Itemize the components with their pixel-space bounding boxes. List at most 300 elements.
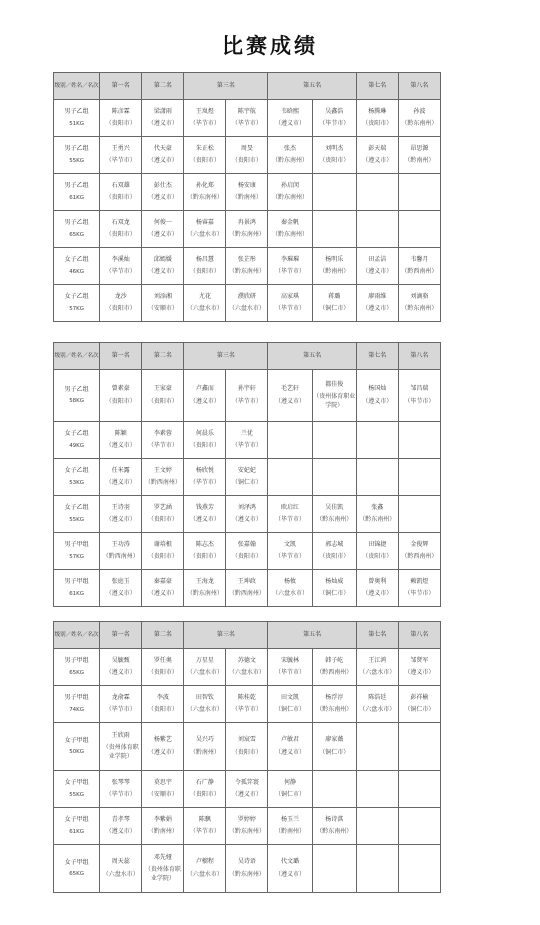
result-cell [268,723,312,771]
result-cell [142,248,184,285]
result-cell [184,570,226,607]
athlete-name: 田智钦 [195,693,214,701]
athlete-region: （六盘水市） [228,305,265,312]
athlete-name: 曾奥利 [368,577,387,585]
athlete-name: 邹贤军 [410,656,429,664]
division-label [54,248,100,285]
athlete-name: 张杰 [284,144,297,152]
result-cell [356,533,398,570]
result-cell [226,100,268,137]
athlete-region: （安顺市） [147,305,178,312]
result-cell [142,174,184,211]
result-cell [100,285,142,322]
result-cell [226,496,268,533]
result-cell [184,459,226,496]
result-cell [312,211,356,248]
result-cell [100,137,142,174]
athlete-region: （贵阳市） [105,120,136,127]
athlete-name: 刘滴骆 [410,292,429,300]
athlete-name: 陈桂乾 [237,693,256,701]
result-cell [184,723,226,771]
division-name: 男子甲组 [64,578,89,585]
athlete-name: 陈飘 [198,815,211,823]
weight-class: 65KG [69,669,85,676]
athlete-region: （毕节市） [189,479,220,486]
athlete-region: （铜仁市） [231,479,262,486]
athlete-region: （黔东南州） [186,194,223,201]
athlete-region: （贵阳市） [147,516,178,523]
result-cell [398,285,440,322]
result-cell [398,686,440,723]
athlete-name: 石双龙 [111,218,130,226]
table-row [54,370,483,422]
athlete-name: 李紫娟 [153,815,172,823]
athlete-region: （贵阳市） [231,553,262,560]
result-cell [312,248,356,285]
athlete-name: 张鑫 [371,503,384,511]
header-rank: 第二名 [142,73,184,100]
athlete-region: （毕节市） [275,268,306,275]
result-cell [398,100,440,137]
result-cell [398,248,440,285]
table-row [54,285,483,322]
result-cell [184,771,226,808]
athlete-name: 刘明杰 [325,144,344,152]
athlete-region: （贵阳市） [147,706,178,713]
athlete-region: （贵阳市） [105,194,136,201]
athlete-region: （毕节市） [189,828,220,835]
athlete-region: （毕节市） [189,120,220,127]
athlete-name: 王文婷 [153,466,172,474]
result-cell [142,459,184,496]
athlete-name: 卢敏君 [281,736,300,743]
athlete-name: 邱嫣媛 [153,255,172,263]
athlete-name: 罗艺涵 [153,503,172,511]
athlete-region: （六盘水市） [186,305,223,312]
result-cell [398,533,440,570]
athlete-name: 宋毓林 [281,656,300,664]
result-cell [312,723,356,771]
result-cell [226,649,268,686]
result-cell [356,370,398,422]
result-cell [398,771,440,808]
table-row [54,686,483,723]
result-cell [268,174,312,211]
athlete-name: 濮欣研 [237,292,256,300]
athlete-name: 张琴琴 [111,778,130,786]
athlete-region: （贵州体育职业学院） [144,866,181,882]
athlete-region: （贵阳市） [105,305,136,312]
athlete-region: （遵义市） [105,479,136,486]
result-cell [398,422,440,459]
athlete-region: （遵义市） [105,590,136,597]
table-row [54,808,483,845]
result-cell [312,459,356,496]
athlete-name: 昂思源 [410,144,429,152]
result-cell [312,845,356,893]
athlete-region: （铜仁市） [319,748,350,756]
header-category: 级别／姓名／名次 [54,343,100,370]
header-rank: 第五名 [268,622,356,649]
athlete-region: （遵义市） [105,516,136,523]
athlete-region: （贵阳市） [189,553,220,560]
table-row [54,845,483,893]
result-cell [226,845,268,893]
result-cell [356,771,398,808]
athlete-name: 王勇兴 [111,144,130,152]
result-cell [226,137,268,174]
athlete-region: （毕节市） [105,157,136,164]
result-cell [142,496,184,533]
athlete-region: （六盘水市） [186,706,223,713]
result-cell [356,422,398,459]
athlete-name: 蒋璐 [328,292,341,300]
athlete-name: 郭志城 [325,540,344,548]
athlete-region: （遵义市） [189,516,220,523]
results-table-1 [53,72,483,322]
result-cell [100,496,142,533]
header-rank: 第八名 [398,622,440,649]
result-cell [100,771,142,808]
table-row [54,649,483,686]
header-rank: 第一名 [100,343,142,370]
athlete-region: （黔西南州） [228,590,265,597]
result-cell [100,174,142,211]
result-cell [268,459,312,496]
result-cell [184,174,226,211]
result-cell [268,771,312,808]
result-cell [226,174,268,211]
athlete-region: （贵阳市） [105,231,136,238]
result-cell [268,570,312,607]
result-cell [356,570,398,607]
athlete-region: （贵阳市） [362,553,393,560]
athlete-region: （黔南州） [189,748,220,756]
athlete-region: （毕节市） [275,516,306,523]
results-table-2 [53,342,483,607]
athlete-region: （遵义市） [147,268,178,275]
athlete-name: 吴鑫浩 [325,107,344,115]
athlete-region: （遵义市） [147,590,178,597]
athlete-name: 青孝琴 [111,815,130,823]
athlete-region: （黔东南州） [186,590,223,597]
athlete-name: 龙沙 [114,292,127,300]
table-row [54,137,483,174]
athlete-region: （黔东南州） [359,516,396,523]
athlete-region: （遵义市） [231,516,262,523]
header-rank: 第八名 [398,343,440,370]
athlete-region: （贵阳市） [231,748,262,756]
weight-class: 46KG [69,268,85,275]
division-name: 女子乙组 [64,430,89,437]
athlete-name: 秦嘉豪 [153,577,172,585]
athlete-region: （铜仁市） [275,791,306,798]
athlete-name: 杨浮淳 [325,693,344,701]
division-label [54,422,100,459]
athlete-name: 龙俞霖 [111,693,130,701]
result-cell [142,686,184,723]
athlete-region: （贵阳市） [319,553,350,560]
result-cell [356,174,398,211]
athlete-name: 何静 [284,778,297,786]
result-cell [312,771,356,808]
division-name: 男子甲组 [64,657,89,664]
header-rank: 第七名 [356,622,398,649]
athlete-region: （黔东南州） [316,706,353,713]
result-cell [356,686,398,723]
division-label [54,459,100,496]
result-cell [142,100,184,137]
athlete-name: 廖雨维 [368,292,387,300]
athlete-name: 代文璐 [281,858,300,865]
athlete-name: 杨腾琳 [368,107,387,115]
athlete-region: （铜仁市） [275,706,306,713]
header-rank: 第八名 [398,73,440,100]
athlete-region: （遵义市） [275,120,306,127]
division-label [54,285,100,322]
athlete-name: 田文凯 [281,693,300,701]
header-rank: 第二名 [142,622,184,649]
result-cell [268,137,312,174]
athlete-name: 安妃妃 [237,466,256,474]
result-cell [100,808,142,845]
table-row [54,174,483,211]
header-rank: 第七名 [356,73,398,100]
athlete-region: （贵阳市） [189,268,220,275]
weight-class: 61KG [69,590,85,597]
athlete-region: （黔西南州） [316,669,353,676]
athlete-name: 韩子屹 [325,656,344,664]
athlete-name: 金俊辉 [410,540,429,548]
division-name: 女子甲组 [64,736,89,744]
athlete-region: （毕节市） [275,669,306,676]
result-cell [184,686,226,723]
athlete-name: 彭天瑞 [368,144,387,152]
result-cell [268,845,312,893]
athlete-region: （遵义市） [147,120,178,127]
athlete-name: 何俊一 [153,218,172,226]
athlete-region: （黔东南州） [228,268,265,275]
result-cell [226,533,268,570]
division-label [54,174,100,211]
page-title: 比赛成绩 [222,34,318,58]
athlete-name: 罗婷婷 [237,815,256,823]
division-label [54,570,100,607]
athlete-name: 王欣雨 [111,731,130,739]
athlete-region: （黔西南州） [401,553,438,560]
athlete-region: （黔东南州） [401,305,438,312]
result-cell [312,174,356,211]
division-name: 男子乙组 [64,385,89,393]
athlete-region: （毕节市） [105,706,136,713]
division-label [54,845,100,893]
result-cell [226,459,268,496]
result-cell [356,100,398,137]
athlete-name: 吴诗语 [237,858,256,865]
athlete-region: （毕节市） [231,442,262,449]
athlete-region: （遵义市） [105,828,136,835]
athlete-region: （遵义市） [404,669,435,676]
result-cell [184,248,226,285]
result-cell [268,808,312,845]
result-cell [142,649,184,686]
athlete-name: 莫思宇 [153,778,172,786]
division-name: 女子乙组 [64,256,89,263]
athlete-name: 李素蓉 [153,429,172,437]
athlete-name: 韦馨月 [410,255,429,263]
header-rank: 第三名 [184,622,268,649]
weight-class: 50KG [69,749,85,755]
result-cell [100,845,142,893]
athlete-region: （遵义市） [189,397,220,405]
athlete-region: （贵阳市） [147,397,178,405]
division-label [54,137,100,174]
athlete-region: （毕节市） [231,706,262,713]
athlete-region: （六盘水市） [186,231,223,238]
athlete-name: 李璀璀 [281,255,300,263]
weight-class: 57KG [69,305,85,312]
weight-class: 74KG [69,706,85,713]
athlete-region: （遵义市） [362,590,393,597]
athlete-name: 田锦捷 [368,540,387,548]
athlete-region: （毕节市） [275,305,306,312]
division-name: 男子乙组 [64,182,89,189]
athlete-name: 令孤笄寰 [234,778,259,786]
weight-class: 55KG [69,791,85,798]
athlete-name: 赖凯煜 [410,577,429,585]
athlete-region: （黔南州） [231,194,262,201]
result-cell [356,285,398,322]
result-cell [312,570,356,607]
result-cell [226,370,268,422]
athlete-name: 何晨乐 [195,429,214,437]
athlete-name: 张嘉翰 [237,540,256,548]
athlete-region: （六盘水市） [228,669,265,676]
result-cell [268,211,312,248]
weight-class: 49KG [69,442,85,449]
athlete-region: （遵义市） [147,157,178,164]
athlete-name: 孙波 [413,107,426,115]
athlete-region: （黔西南州） [401,268,438,275]
athlete-region: （毕节市） [231,120,262,127]
result-cell [226,808,268,845]
athlete-name: 万星星 [195,656,214,664]
division-name: 女子乙组 [64,293,89,300]
result-cell [356,248,398,285]
athlete-region: （黔南州） [275,828,306,835]
result-cell [356,496,398,533]
athlete-name: 张庭玉 [111,577,130,585]
athlete-name: 代天豪 [153,144,172,152]
athlete-name: 陈宇航 [237,107,256,115]
result-cell [268,248,312,285]
division-name: 女子乙组 [64,467,89,474]
athlete-name: 都佳俊 [325,380,344,388]
athlete-region: （毕节市） [319,120,350,127]
athlete-name: 孙宇轩 [237,385,256,392]
athlete-region: （贵州体育职业学院） [102,744,139,760]
athlete-name: 杨紫艺 [153,736,172,743]
athlete-name: 王功涛 [111,540,130,548]
athlete-region: （遵义市） [105,442,136,449]
athlete-region: （黔东南州） [228,870,265,878]
athlete-region: （黔东南州） [272,231,309,238]
athlete-name: 文凯 [284,540,297,548]
result-cell [312,370,356,422]
athlete-name: 廖家薇 [325,736,344,743]
weight-class: 55KG [69,157,85,164]
result-cell [100,649,142,686]
weight-class: 55KG [69,516,85,523]
athlete-region: （黔东南州） [272,157,309,164]
athlete-name: 陈颖 [114,429,127,437]
athlete-name: 吴毓甄 [111,656,130,664]
result-cell [356,649,398,686]
result-cell [184,137,226,174]
result-cell [226,285,268,322]
athlete-name: 王家豪 [153,385,172,392]
athlete-name: 邓先娅 [153,853,172,861]
weight-class: 61KG [69,828,85,835]
athlete-region: （六盘水市） [272,590,309,597]
header-rank: 第一名 [100,622,142,649]
result-cell [142,285,184,322]
athlete-region: （贵阳市） [105,397,136,405]
weight-class: 65KG [69,231,85,238]
result-cell [398,370,440,422]
athlete-name: 杨明乐 [325,255,344,263]
table-row [54,211,483,248]
result-cell [142,137,184,174]
athlete-region: （毕节市） [404,397,435,405]
result-cell [100,533,142,570]
athlete-name: 冉景鸿 [237,218,256,226]
result-cell [142,533,184,570]
athlete-region: （遵义市） [275,397,306,405]
header-rank: 第五名 [268,343,356,370]
athlete-name: 石双雄 [111,181,130,189]
athlete-region: （毕节市） [147,442,178,449]
athlete-name: 孙化郑 [195,181,214,189]
athlete-region: （遵义市） [105,669,136,676]
athlete-name: 陈彦霖 [111,107,130,115]
athlete-region: （六盘水市） [186,669,223,676]
result-cell [226,686,268,723]
weight-class: 53KG [69,479,85,486]
weight-class: 61KG [69,194,85,201]
athlete-region: （黔东南州） [228,231,265,238]
weight-class: 51KG [69,120,85,127]
result-cell [184,370,226,422]
athlete-name: 谢培根 [153,540,172,548]
result-cell [312,285,356,322]
header-rank: 第七名 [356,343,398,370]
result-cell [184,533,226,570]
division-label [54,370,100,422]
result-cell [356,723,398,771]
result-cell [142,211,184,248]
table-row [54,100,483,137]
athlete-name: 吴佳凯 [325,503,344,511]
result-cell [398,496,440,533]
result-cell [100,459,142,496]
result-cell [398,649,440,686]
athlete-region: （毕节市） [105,268,136,275]
athlete-name: 杨昌慧 [195,255,214,263]
athlete-name: 秦金帆 [281,218,300,226]
athlete-name: 杨欣悦 [195,466,214,474]
result-cell [268,422,312,459]
